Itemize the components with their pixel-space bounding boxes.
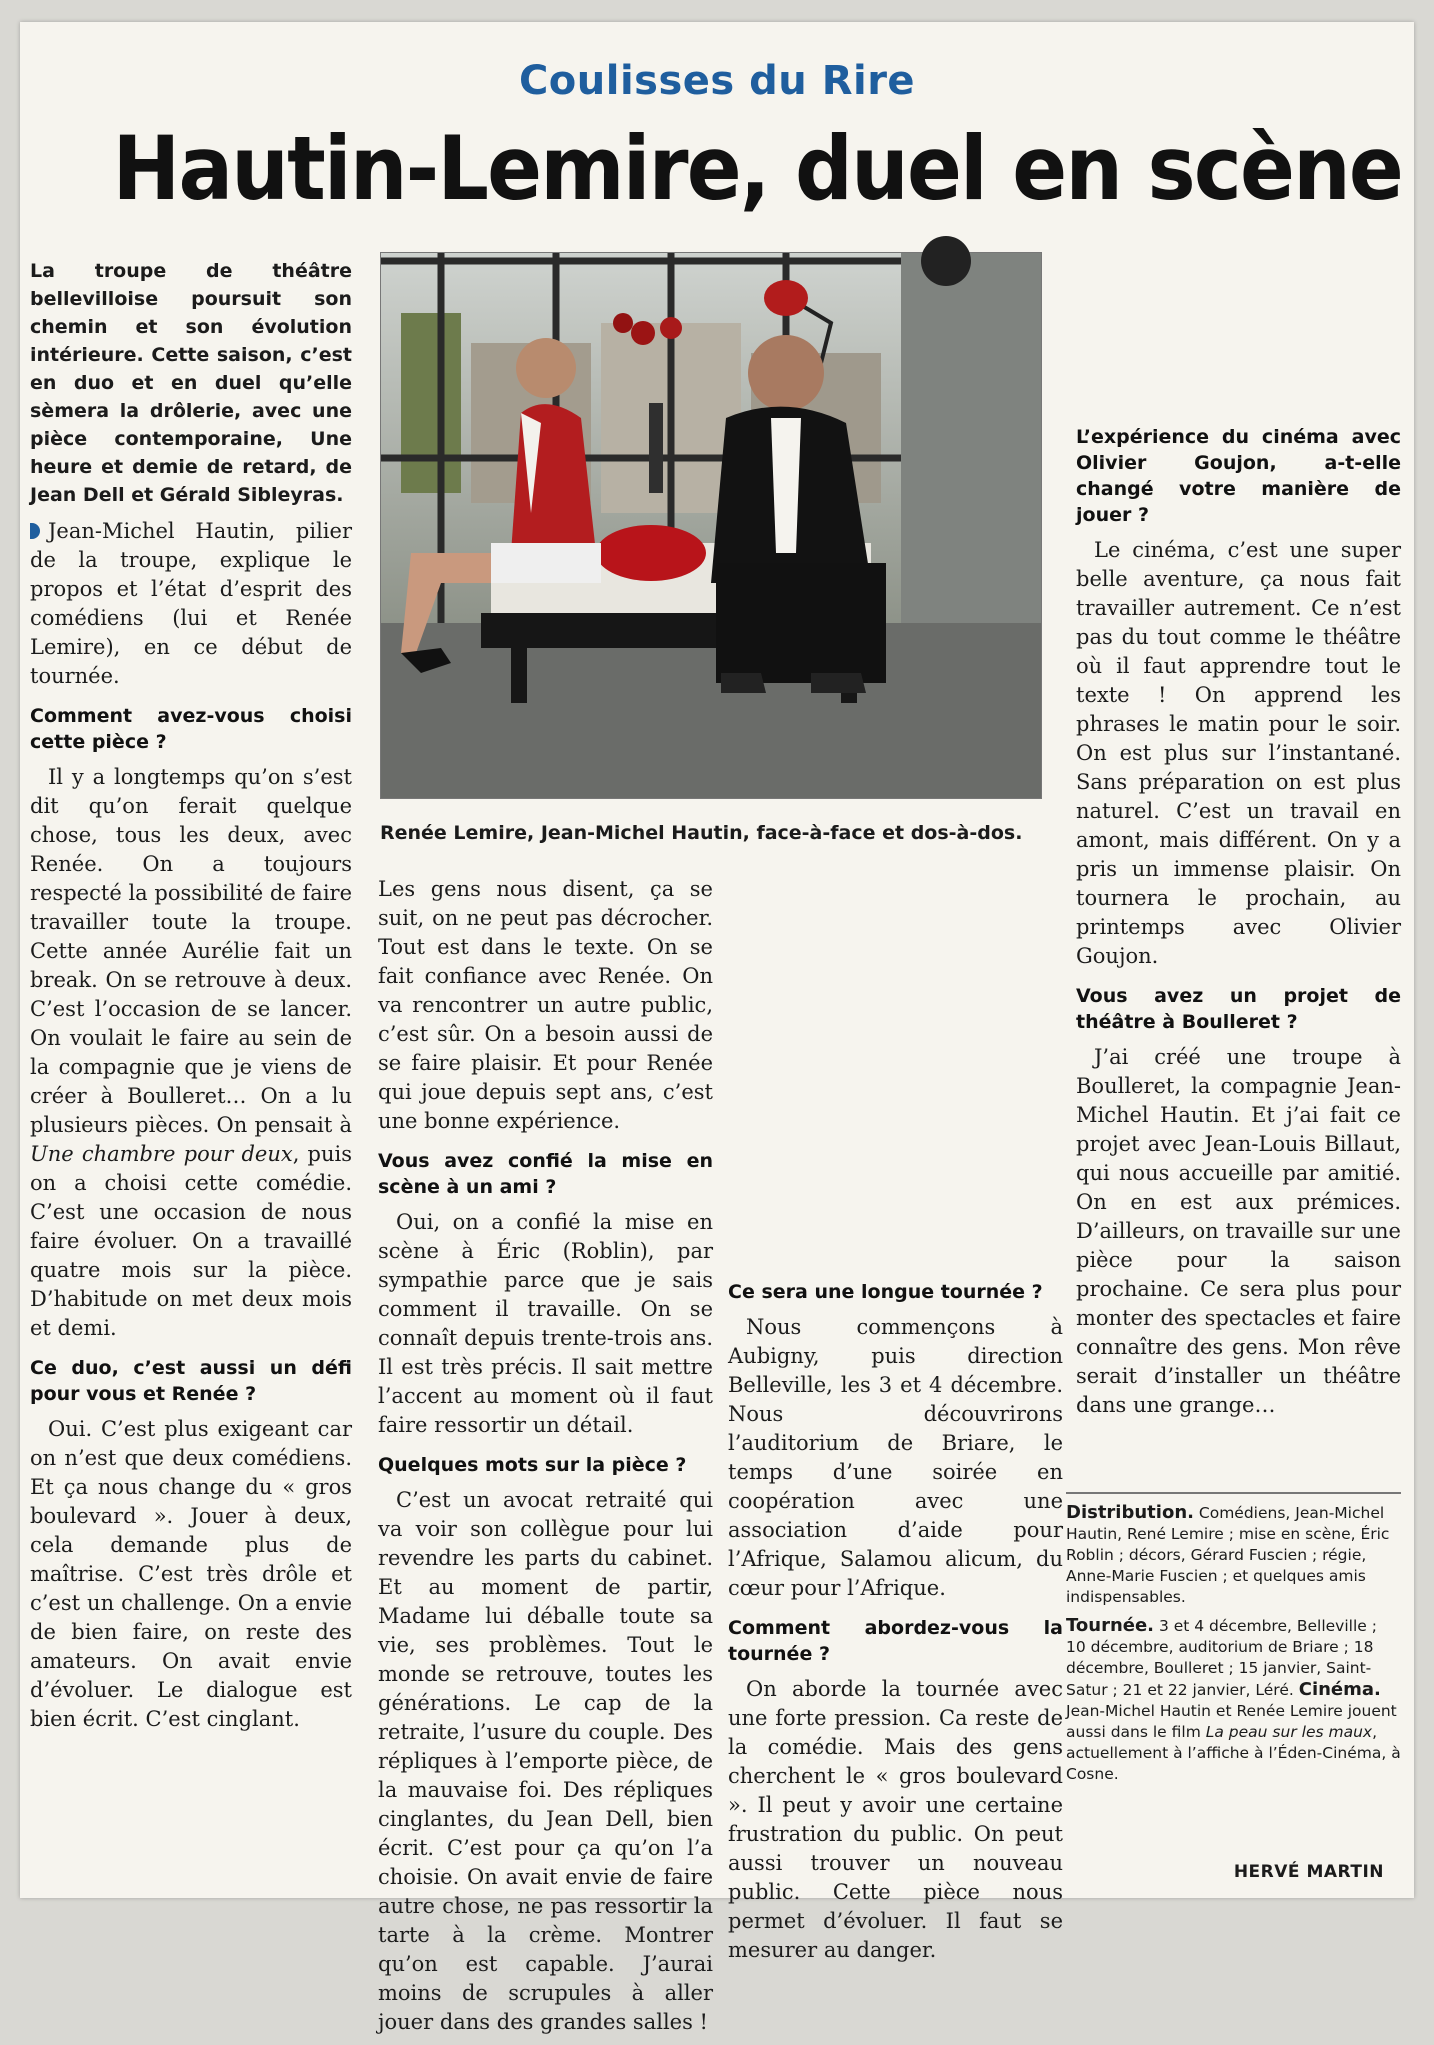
- answer-1-part-1: Il y a longtemps qu’on s’est dit qu’on ferait quelque chose, tous les deux, avec Renée. On a toujours respecté la possibilité de faire travailler toute la troupe. Cette année Aurélie fait un break. On se retrouve à deux. C’est l’occasion de se lancer. On voulait le faire au sein de la compagnie que je viens de créer à Boulleret… On a lu plusieurs pièces. On pensait à: [30, 765, 352, 1137]
- film-title: La peau sur les maux: [1205, 1723, 1373, 1741]
- column-4: [1076, 412, 1401, 1428]
- question-1: Comment avez-vous choisi cette pièce ?: [30, 705, 352, 753]
- tree: [401, 313, 461, 493]
- question-2: Ce duo, c’est aussi un défi pour vous et Renée ?: [30, 1357, 352, 1405]
- answer-5: Nous commençons à Aubigny, puis direction Belleville, les 3 et 4 décembre. Nous découvrirons l’auditorium de Briare, le temps d’une soirée en coopération avec une association d’aide pour l’Afrique, Salamou alicum, du cœur pour l’Afrique.: [728, 1315, 1063, 1600]
- answer-1-play-title: Une chambre pour deux: [30, 1142, 293, 1166]
- red-cushion: [596, 525, 706, 581]
- info-box: [1066, 1492, 1401, 1792]
- intro-text: Jean-Michel Hautin, pilier de la troupe, explique le propos et l’état d’esprit des comédiens (lui et Renée Lemire), en ce début de tournée.: [30, 519, 352, 688]
- answer-1-part-2: , puis on a choisi cette comédie. C’est une occasion de nous faire évoluer. On a travaillé quatre mois sur la pièce. D’habitude on met deux mois et demi.: [30, 1142, 352, 1340]
- floor: [381, 623, 1041, 798]
- author-signature: HERVÉ MARTIN: [1233, 1862, 1384, 1882]
- photo-caption: Renée Lemire, Jean-Michel Hautin, face-à-face et dos-à-dos.: [380, 822, 1023, 844]
- question-4: Quelques mots sur la pièce ?: [378, 1454, 687, 1476]
- photo-illustration: [381, 253, 1041, 798]
- column-1: [30, 257, 352, 1742]
- distribution-label: Distribution.: [1066, 1502, 1194, 1523]
- cinema-text: Jean-Michel Hautin et Renée Lemire jouent aussi dans le film: [1066, 1702, 1397, 1741]
- intro-paragraph: [30, 517, 352, 691]
- tour-label: Tournée.: [1066, 1615, 1155, 1636]
- question-8: Vous avez un projet de théâtre à Boulleret ?: [1076, 985, 1401, 1033]
- answer-7: Le cinéma, c’est une super belle aventure, ça nous fait travailler autrement. Ce n’est pas du tout comme le théâtre où il faut apprendre tout le texte ! On apprend les phrases le matin pour le soir. On est plus sur l’instantané. Sans préparation on est plus naturel. C’est un travail en amont, mais différent. On y a pris un immense plaisir. On tournera le prochain, au printemps avec Olivier Goujon.: [1076, 538, 1401, 968]
- lede: La troupe de théâtre bellevilloise poursuit son chemin et son évolution intérieure. Cette saison, c’est en duo et en duel qu’elle sèmera la drôlerie, avec une pièce contemporaine, Une heure et demie de retard, de Jean Dell et Gérald Sibleyras.: [30, 260, 352, 506]
- section-title: Coulisses du Rire: [518, 58, 916, 104]
- wall-clock: [921, 236, 971, 286]
- question-5: Ce sera une longue tournée ?: [728, 1281, 1043, 1303]
- answer-2-continued: Les gens nous disent, ça se suit, on ne peut pas décrocher. Tout est dans le texte. On se fait confiance avec Renée. On va rencontrer un autre public, c’est sûr. On a besoin aussi de se faire plaisir. Et pour Renée qui joue depuis sept ans, c’est une bonne expérience.: [378, 877, 713, 1133]
- newspaper-page: [20, 22, 1414, 2034]
- question-7: L’expérience du cinéma avec Olivier Goujon, a-t-elle changé votre manière de jouer ?: [1076, 426, 1401, 526]
- distribution-text: Comédiens, Jean-Michel Hautin, René Lemire ; mise en scène, Éric Roblin ; décors, Gérard Fuscien ; régie, Anne-Marie Fuscien ; et quelques amis indispensables.: [1066, 1504, 1390, 1606]
- question-6: Comment abordez-vous la tournée ?: [728, 1617, 1063, 1665]
- tour-info: [1066, 1615, 1401, 1785]
- answer-1: [30, 763, 352, 1343]
- headline: Hautin-Lemire, duel en scène: [112, 117, 1402, 220]
- red-lamp: [764, 280, 808, 316]
- tour-text: 3 et 4 décembre, Belleville ; 10 décembre, auditorium de Briare ; 18 décembre, Boulleret ; 15 janvier, Saint-Satur ; 21 et 22 janvier, Léré.: [1066, 1617, 1377, 1699]
- answer-3: Oui, on a confié la mise en scène à Éric (Roblin), par sympathie parce que je sais comment il travaille. On se connaît depuis trente-trois ans. Il est très précis. Il sait mettre l’accent au moment où il faut faire ressortir un détail.: [378, 1210, 713, 1437]
- question-3: Vous avez confié la mise en scène à un ami ?: [378, 1150, 713, 1198]
- cinema-text-end: , actuellement à l’affiche à l’Éden-Cinéma, à Cosne.: [1066, 1723, 1401, 1783]
- distribution-info: [1066, 1502, 1401, 1608]
- answer-6: On aborde la tournée avec une forte pression. Ca reste de la comédie. Mais des gens cherchent le « gros boulevard ». Il peut y avoir une certaine frustration du public. On peut aussi trouver un nouveau public. Cette pièce nous permet d’évoluer. Il faut se mesurer au danger.: [728, 1677, 1063, 1962]
- column-3: [728, 1267, 1063, 1973]
- column-2: [378, 875, 713, 2045]
- cinema-label: Cinéma.: [1298, 1679, 1381, 1700]
- bullet-icon: [30, 523, 40, 539]
- photo: [380, 252, 1042, 799]
- answer-4: C’est un avocat retraité qui va voir son collègue pour lui revendre les parts du cabinet. Et au moment de partir, Madame lui déballe toute sa vie, ses problèmes. Tout le monde se retrouve, toutes les générations. Le cap de la retraite, l’usure du couple. Des répliques à l’emporte pièce, de la mauvaise foi. Des répliques cinglantes, du Jean Dell, bien écrit. C’est pour ça qu’on l’a choisie. On avait envie de faire autre chose, ne pas ressortir la tarte à la crème. Montrer qu’on est capable. J’aurai moins de scrupules à aller jouer dans des grandes salles !: [378, 1488, 713, 2034]
- answer-2: Oui. C’est plus exigeant car on n’est que deux comédiens. Et ça nous change du « gros boulevard ». Jouer à deux, cela demande plus de maîtrise. C’est très drôle et c’est un challenge. On a envie de bien faire, on reste des amateurs. On avait envie d’évoluer. Le dialogue est bien écrit. C’est cinglant.: [30, 1417, 352, 1731]
- answer-8: J’ai créé une troupe à Boulleret, la compagnie Jean-Michel Hautin. Et j’ai fait ce projet avec Jean-Louis Billaut, qui nous accueille par amitié. On en est aux prémices. D’ailleurs, on travaille sur une pièce pour la saison prochaine. Ce sera plus pour monter des spectacles et faire connaître des gens. Mon rêve serait d’installer un théâtre dans une grange…: [1076, 1045, 1401, 1417]
